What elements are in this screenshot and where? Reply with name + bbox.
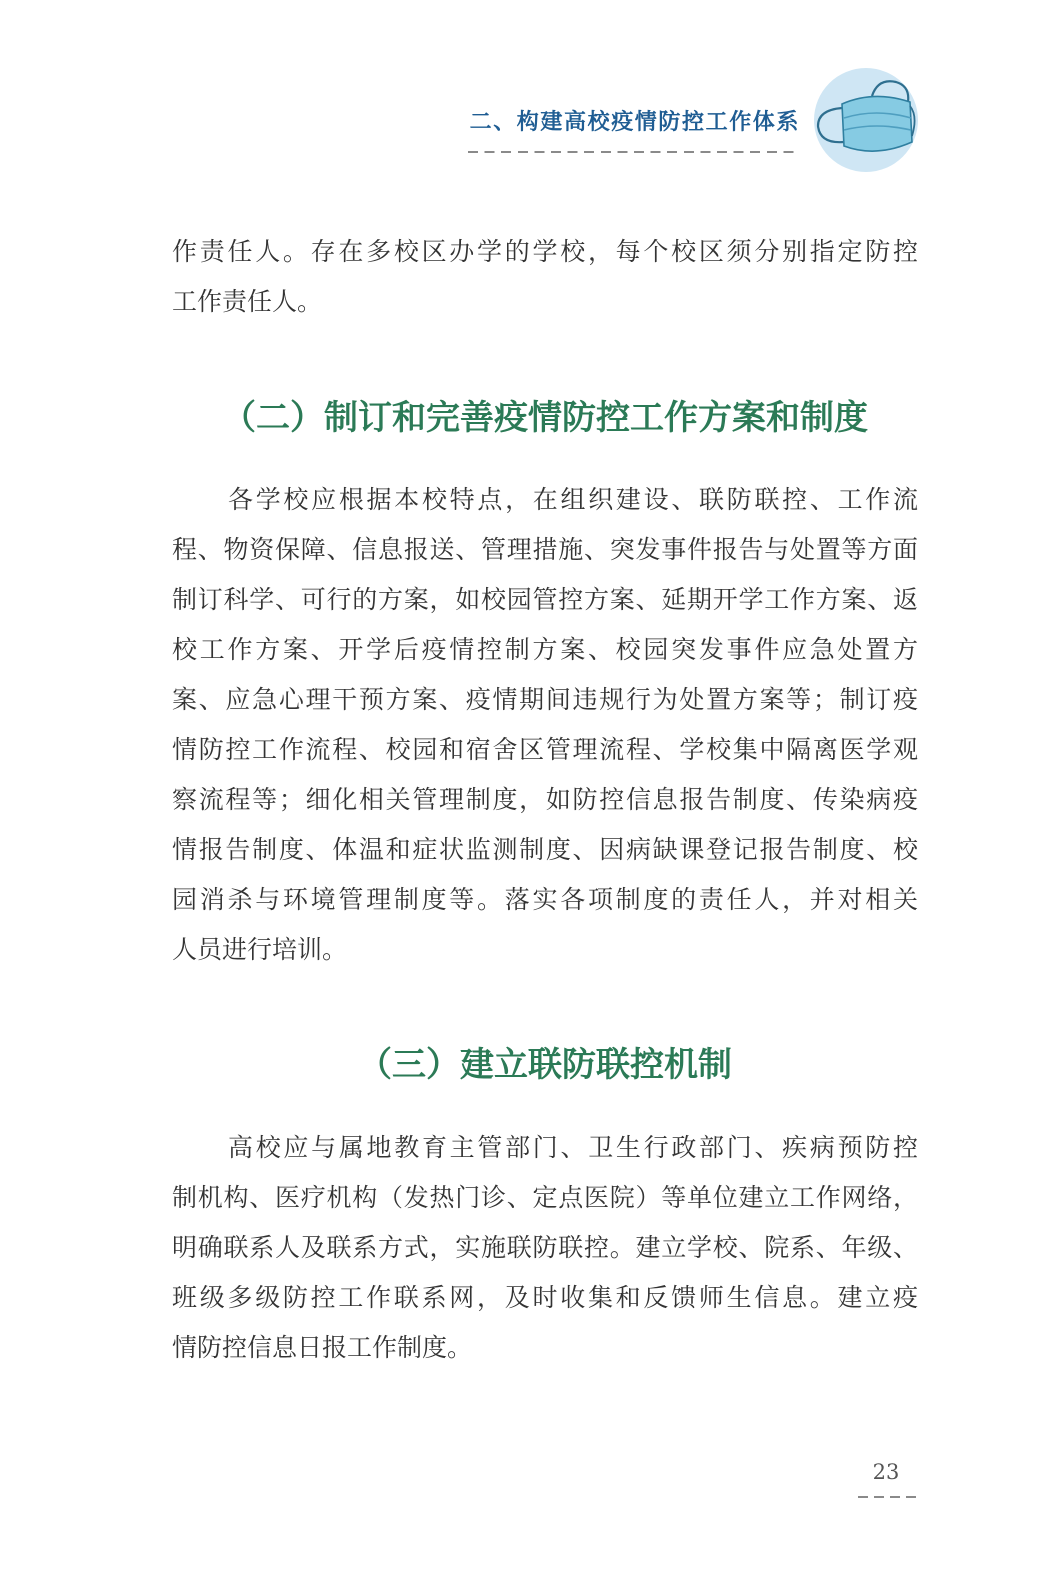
text-line: 情报告制度、体温和症状监测制度、因病缺课登记报告制度、校 [172, 835, 918, 864]
paragraph [172, 475, 918, 975]
text-line: 制机构、医疗机构（发热门诊、定点医院）等单位建立工作网络， [172, 1183, 918, 1212]
text-line: 情防控信息日报工作制度。 [172, 1333, 473, 1362]
text-line: 各学校应根据本校特点，在组织建设、联防联控、工作流 [228, 485, 918, 514]
header-dashed-rule [468, 151, 800, 153]
text-line: 制订科学、可行的方案，如校园管控方案、延期开学工作方案、返 [172, 585, 918, 614]
running-header-title: 二、构建高校疫情防控工作体系 [469, 109, 800, 135]
text-line: 情防控工作流程、校园和宿舍区管理流程、学校集中隔离医学观 [172, 735, 918, 764]
text-line: 程、物资保障、信息报送、管理措施、突发事件报告与处置等方面 [172, 535, 918, 564]
paragraph [172, 227, 918, 327]
text-line: 案、应急心理干预方案、疫情期间违规行为处置方案等；制订疫 [172, 685, 918, 714]
text-line: 人员进行培训。 [172, 935, 348, 964]
page-number: 23 [872, 1460, 900, 1484]
text-line: 园消杀与环境管理制度等。落实各项制度的责任人，并对相关 [172, 885, 918, 914]
section-heading: （二）制订和完善疫情防控工作方案和制度 [222, 398, 868, 438]
face-mask-icon [812, 66, 920, 174]
mask-badge [812, 66, 920, 174]
text-line: 校工作方案、开学后疫情控制方案、校园突发事件应急处置方 [172, 635, 918, 664]
text-line: 高校应与属地教育主管部门、卫生行政部门、疾病预防控 [228, 1133, 918, 1162]
text-line: 作责任人。存在多校区办学的学校，每个校区须分别指定防控 [172, 237, 918, 266]
text-line: 班级多级防控工作联系网，及时收集和反馈师生信息。建立疫 [172, 1283, 918, 1312]
text-line: 察流程等；细化相关管理制度，如防控信息报告制度、传染病疫 [172, 785, 918, 814]
paragraph [172, 1123, 918, 1373]
section-heading: （三）建立联防联控机制 [358, 1045, 732, 1085]
page-number-dashed-rule [858, 1496, 916, 1498]
text-line: 明确联系人及联系方式，实施联防联控。建立学校、院系、年级、 [172, 1233, 918, 1262]
text-line: 工作责任人。 [172, 287, 323, 316]
